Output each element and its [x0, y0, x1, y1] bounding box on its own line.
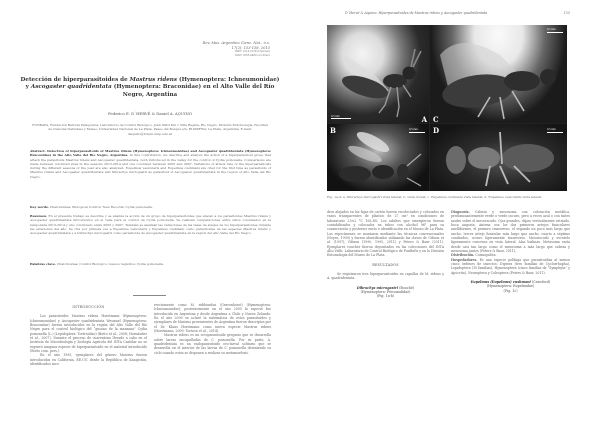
journal-volume: 17(2): 153-158, 2015 [231, 45, 270, 50]
results-heading: RESULTADOS [372, 262, 399, 267]
issn-online: ISSN 1853-0400 (en línea) [235, 53, 270, 57]
resumen [30, 214, 271, 235]
authors: Federico E. D´HERVÉ & Daniel A. AQUINO [107, 111, 193, 116]
right-column-2 [451, 210, 570, 293]
hosts-text: Es una especie polífaga que parasitoidiza al menos cinco órdenes de insectos: Diptera (tres familias de Cyclorrhapha), Lepidoptera (10 familias), Hymenoptera (cinco familias de “Symphyta” y Apocrita), Neuroptera y Coleoptera (Peters & Baur, 2011). [451, 257, 570, 275]
paragraph: dros alojados en las fajas de cartón fueron recolectados y colocados en vasos transparentes de plástico de 27 cm³ en condiciones de laboratorio 25±2 °C 16L:8O. Los adultos que emergieron fueron contabilizados y colocados en tubos con alcohol 96° para su conservación y posterior envío e identificación en el Museo de La Plata. Los especímenes se montaron mediante las técnicas convencionales (Noyes, 1990) y fueron identificados utilizando las claves de Gibson et al. (1997), Gibson (1990, 1995, 2011) y Peters & Baur (2011). Ejemplares voucher fueron depositados en las colecciones del INTA Alto Valle, Laboratorio de Control Biológico de FunBaPa y en la División Entomología del Museo de La Plata. [327, 210, 444, 258]
running-head: D´Hervé & Aquino: Hiperparasitoides de Mastrus ridens y Ascogaster quadridentata [345, 11, 488, 15]
species-author: (Bouché) [399, 285, 415, 290]
species-author: (Crawford) [531, 280, 551, 285]
paragraph: rrectamente como M. ridibundus (Gravenhorst) (Hymenoptera: Ichneumonidae); posteriormente en el año 2005 la especie fue introducida en Argentina y desde Argentina a Chile y Nueva Zelanda. En el año 2009 se aclaró la sistemática de estos parasitoides y ejemplares de Mastrus provenientes de Argentina fueron descriptos por el Dr. Klaus Horstmann como nueva especie Mastrus ridens (Horstmann, 2009; Tortosa et al., 2014). [154, 303, 271, 334]
distribution-text: Cosmopolita. [475, 253, 497, 258]
diagnosis-paragraph [451, 210, 570, 253]
title-text: (Hymenoptera: Braconidae) en el Alto Valle del Río Negro, Argentina [111, 84, 275, 98]
scale-bar: 0,5 mm [409, 128, 425, 133]
species-name: Eupelmus (Eupelmus) cushmani [470, 280, 531, 285]
left-column-1 [30, 305, 147, 366]
intro-heading: INTRODUCCIÓN [72, 305, 105, 309]
insect-dorsal-image [327, 124, 429, 191]
hosts-label: Hospedadores. [451, 257, 478, 262]
palabras-clave-label: Palabras clave. [30, 262, 56, 266]
species-name: Dibrachys microgastri [356, 285, 398, 290]
scale-bar: 0,5 mm [547, 128, 563, 133]
hosts-paragraph [451, 258, 570, 275]
species-family: (Hymenoptera: Pteromalidae) [360, 290, 411, 295]
species-heading [451, 280, 570, 293]
panel-label-d: D [433, 126, 440, 135]
right-page [300, 0, 600, 433]
figure-1 [327, 25, 567, 191]
paragraph: Se registraron tres hiperparasitoides en capullos de M. ridens y A. quadridentata. [327, 272, 444, 281]
distribution-label: Distribución. [451, 253, 475, 258]
paragraph: Los parasitoides Mastrus ridens Horstmann (Hymenoptera: Ichneumonidae) y Ascogaster quadridentata Wesmael (Hymenoptera: Braconidae) fueron introducidos en la región del Alto Valle del Río Negro para el control biológico del “gusano de la manzana” Cydia pomonella (L.) (Lepidoptera: Tortricidae) (Botto et al., 2008; Hernández et al., 2007). Durante el proceso de cuarentena llevado a cabo en el Instituto de Microbiología y Zoología Agrícola del INTA Castelar no se registró ninguna especie de hiperparasitoide en el material introducido (Botto com. pers.). [30, 314, 147, 354]
resumen-text: En el presente trabajo se describe y se analiza la acción de un grupo de hiperparasitoides que atacan a los parasitoides Mastrus ridens y Ascogaster quadridentata introducidos en el valle para el control de Cydia pomonella. Se realizan comparaciones entre sitios colonizados en la temporada 2013-2014 y uno colonizado entre 2005 y 2007. También se analizan las variaciones de las tasas de ataque de los hiperparasitoides durante las estaciones del año. Se cita por primera vez a Eupelmus vesicularis y Eupelmus cushmani como parasitoides de las especies Mastrus ridens y Ascogaster quadridentata y a Dibrachys microgastri como parasitoide de Ascogaster quadridentata en la región del Alto Valle del Río Negro. [30, 214, 272, 235]
left-column-2 [154, 303, 271, 355]
abstract [30, 149, 271, 179]
insect-lateral-image [430, 124, 567, 191]
paragraph: En el año 1995, ejemplares del género Mastrus fueron introducidos en California, EE.UU. desde la República de Kazajistán, identificados inco- [30, 353, 147, 367]
figure-panel-b [327, 124, 429, 191]
palabras-clave-text: Chalcidoidea; Control Biológico; nuevos registros; Cydia pomonella. [56, 262, 164, 266]
title-species: Mastrus ridens [129, 77, 178, 83]
journal-info [203, 41, 270, 58]
affiliation: FUNBAPA. Fundación Barrera Patagónica, Laboratorio de Control Biológico, Juan XXIII Km 1 Villa Regina, Río Negro. División Entomología, Facultad de Ciencias Naturales y Museo, Universidad Nacional de La Plata. Paseo del Bosque s/n, B1900FWA, La Plata, Argentina. E-mail: daquino@fcnym.unlp.edu.ar [32, 123, 268, 136]
diagnosis-text: Cabeza y mesosoma con coloración metálica, predominantemente verde o verde oscuro, pero a veces azul o con tintes azules sobre el mesoescudo. Ojos grandes, clípeo verticalmente estriado, boca angosta. Antena con los dos primeros artejos funiculares anelliformes, el primero transverso, el segundo un poco más largo que ancho, tercer artejo funicular más largo que ancho, cuarto a séptimo cuadrados, octavo ligeramente transverso. Mesoescudo y escutelo ligeramente convexos en vista lateral. Alas hialinas. Metasoma varía desde casi tan largo como el mesosoma a más largo que cabeza y mesosoma juntos (Peters & Baur, 2011). [451, 210, 571, 254]
abstract-body: In this contribution, we describe and analyze the action of a hiperparasitoid group that attack the parasitoids Mastrus ridens and Ascogaster quadridentata, both introduced in the valley for the control of Cydia pomonella. Comparisons are made between colonized sites in the seasons 2013-2014 and one colonized between 2005 and 2007. Variations of attack rate of the hiperparasitoids during the different seasons of the year are also analyzed. Eupelmus vesicularis and Eupelmus cushmani are cited for the first time as parasitoids of Mastrus ridens and Ascogaster quadridentata and Dibrachys microgastri as parasitoid of Ascogaster quadridentata in the region of Alto Valle del Río Negro. [30, 153, 271, 179]
panel-label-b: B [330, 126, 336, 135]
diagnosis-label: Diagnosis. [451, 210, 470, 214]
page-number: 155 [563, 11, 570, 15]
title-text: Detección de hiperparasitoides de [20, 77, 130, 83]
scale-bar: 0,5 mm [331, 115, 351, 120]
panel-label-c: C [433, 115, 439, 123]
species-heading [327, 286, 444, 299]
paragraph: Mastrus ridens es un ectoparasitoide gregario que se desarrolla sobre larvas encapulladas de C. pomonella. Por su parte, A. quadridentata es un endoparasitoide ovo-larval solitario que se desarrolla en el interior de las larvas de C. pomonella deteniendo su ciclo cuando estas se disponen a realizar su metamorfosis. [154, 333, 271, 355]
issn-print: ISSN 1514-5158 (impresa) [234, 50, 270, 54]
species-figure-ref: (Fig. 1a-b) [376, 294, 395, 299]
figure-panel-a [327, 25, 429, 123]
species-figure-ref: (Fig. 1c) [503, 288, 518, 293]
palabras-clave [30, 262, 271, 266]
title-species: Ascogaster quadridentata [30, 84, 112, 91]
key-words-text: Chalcidoidea; Biological Control; New Records; Cydia pomonella. [49, 205, 153, 209]
figure-panel-c [430, 25, 567, 123]
resumen-label: Resumen. [30, 214, 48, 218]
journal-name: Rev. Mus. Argentino Cienc. Nat., n.s. [202, 41, 270, 45]
insect-lateral-image [430, 25, 567, 123]
scale-bar: 0,5 mm [547, 28, 563, 33]
article-title [20, 77, 280, 99]
key-words-label: Key words. [30, 205, 49, 209]
panel-label-a: A [421, 115, 427, 123]
section-divider [133, 295, 166, 296]
key-words [30, 205, 271, 209]
species-family: (Hymenoptera: Eupelmidae) [486, 284, 535, 289]
figure-panel-d [430, 124, 567, 191]
figure-caption: Fig. 1a-d: a. Dibrachys microgastri vista lateral; b. vista dorsal; c. Eupelmus cushmani vista lateral; d. Eupelmus vesicularis vista lateral. [327, 195, 543, 199]
abstract-title: Detection of hiperparasitoids of Mastrus ridens (Hymenoptera: Ichneumonidae) and Ascogaster quadridentata (Hymenoptera: Braconidae) in the Alto Valle del Río Negro, Argentina. [30, 149, 271, 158]
title-text: (Hymenoptera: Ichneumonidae) y [25, 77, 280, 91]
abstract-label: Abstract. [30, 149, 46, 153]
right-column-1 [327, 210, 444, 299]
insect-lateral-image [327, 25, 429, 123]
